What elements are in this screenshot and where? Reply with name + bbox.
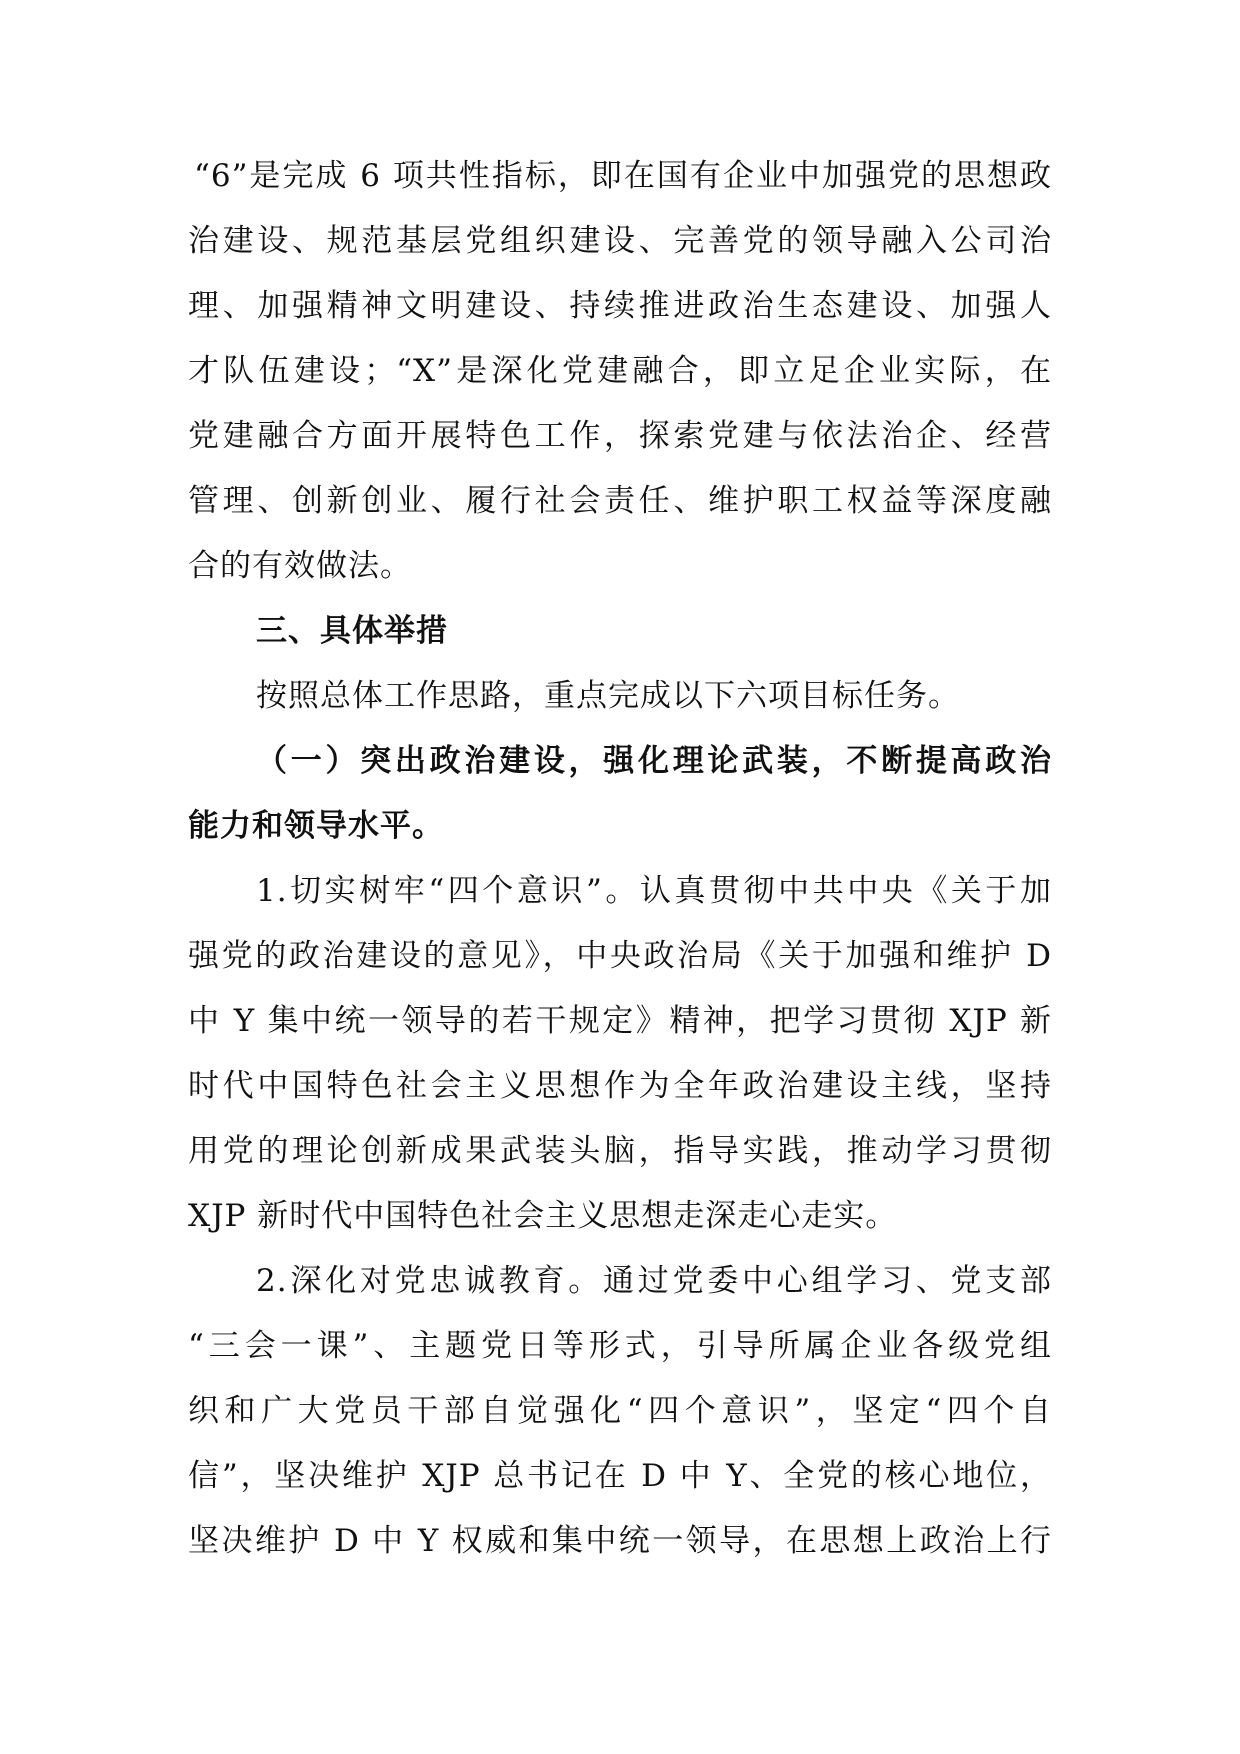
text-line: 用党的理论创新成果武装头脑，指导实践，推动学习贯彻 bbox=[188, 1133, 1052, 1169]
text-line: 管理、创新创业、履行社会责任、维护职工权益等深度融 bbox=[188, 483, 1052, 519]
section-title: 三、具体举措 bbox=[256, 613, 448, 649]
text-line: 按照总体工作思路，重点完成以下六项目标任务。 bbox=[256, 678, 960, 714]
text-line: 理、加强精神文明建设、持续推进政治生态建设、加强人 bbox=[188, 288, 1052, 324]
text-line: 坚决维护 D 中 Y 权威和集中统一领导，在思想上政治上行 bbox=[188, 1523, 1052, 1559]
subsection-title-line: （一）突出政治建设，强化理论武装，不断提高政治 bbox=[256, 743, 1052, 779]
text-line: XJP 新时代中国特色社会主义思想走深走心走实。 bbox=[188, 1198, 898, 1234]
text-line: “三会一课”、主题党日等形式，引导所属企业各级党组 bbox=[188, 1328, 1052, 1364]
subsection-heading bbox=[188, 729, 1052, 859]
text-line: 织和广大党员干部自觉强化“四个意识”，坚定“四个自 bbox=[188, 1393, 1052, 1429]
text-line: 合的有效做法。 bbox=[188, 548, 412, 584]
subsection-title-line: 能力和领导水平。 bbox=[188, 808, 444, 844]
body-paragraph-item-2 bbox=[188, 1249, 1052, 1574]
text-line: 才队伍建设；“X”是深化党建融合，即立足企业实际，在 bbox=[188, 353, 1052, 389]
text-line: 信”，坚决维护 XJP 总书记在 D 中 Y、全党的核心地位， bbox=[188, 1458, 1052, 1494]
text-line: 时代中国特色社会主义思想作为全年政治建设主线，坚持 bbox=[188, 1068, 1052, 1104]
text-line: 1.切实树牢“四个意识”。认真贯彻中共中央《关于加 bbox=[256, 873, 1052, 909]
text-line: 党建融合方面开展特色工作，探索党建与依法治企、经营 bbox=[188, 418, 1052, 454]
text-line: “6”是完成 6 项共性指标，即在国有企业中加强党的思想政 bbox=[194, 158, 1052, 194]
body-paragraph-item-1 bbox=[188, 859, 1052, 1249]
section-heading bbox=[188, 599, 1052, 664]
body-paragraph-intro bbox=[188, 144, 1052, 599]
text-line: 2.深化对党忠诚教育。通过党委中心组学习、党支部 bbox=[256, 1263, 1052, 1299]
text-line: 治建设、规范基层党组织建设、完善党的领导融入公司治 bbox=[188, 223, 1052, 259]
text-line: 中 Y 集中统一领导的若干规定》精神，把学习贯彻 XJP 新 bbox=[188, 1003, 1052, 1039]
body-paragraph-summary bbox=[188, 664, 1052, 729]
text-line: 强党的政治建设的意见》，中央政治局《关于加强和维护 D bbox=[188, 938, 1052, 974]
